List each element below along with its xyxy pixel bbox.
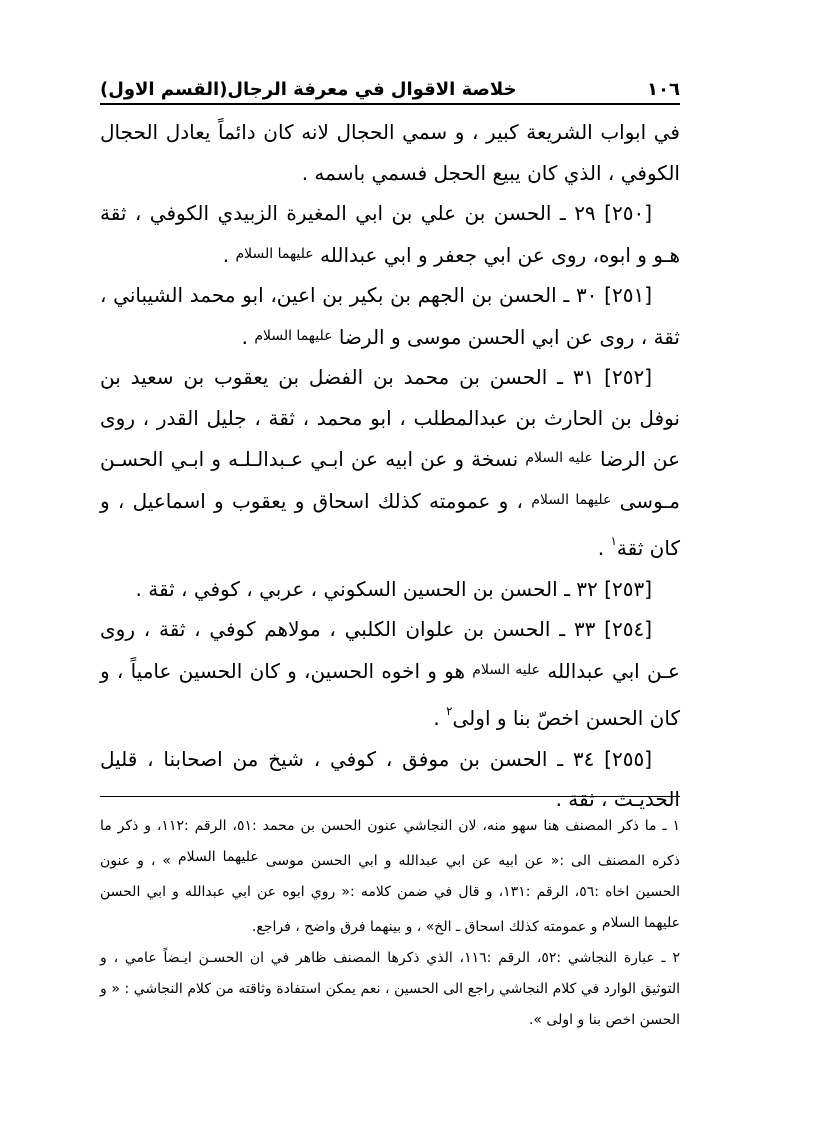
entry-text: نسخة و عن ابيه عن ابـي عـبدالـلـه و ابـي الحسـن مـوسى <box>100 447 680 513</box>
entry-250 <box>100 193 680 275</box>
honorific-glyph: عليهما السلام <box>235 245 314 262</box>
entry-253 <box>100 569 680 610</box>
footnote-text: و عمومته كذلك اسحاق ـ الخ» ، و بينهما فرق واضح ، فراجع. <box>251 919 598 935</box>
entry-text: [٢٥٢] ٣١ ـ الحسن بن محمد بن الفضل بن يعقوب بن سعيد بن نوفل بن الحارث بن عبدالمطلب ، ابو محمد ، ثقة ، جليل القدر ، روى عن الرضا <box>100 365 680 471</box>
header-rule <box>100 103 680 105</box>
entry-252 <box>100 357 680 569</box>
entry-text: [٢٥٤] ٣٣ ـ الحسن بن علوان الكلبي ، مولاهم كوفي ، ثقة ، روى عـن ابي عبدالله <box>100 617 680 683</box>
entry-text: [٢٥٠] ٢٩ ـ الحسن بن علي بن ابي المغيرة الزبيدي الكوفي ، ثقة هـو و ابوه، روى عن ابي جعفر و ابي عبدالله <box>100 201 680 267</box>
entry-text: هو و اخوه الحسين، و كان الحسين عامياً ، و كان الحسن اخصّ بنا و اولى <box>100 658 680 730</box>
entry-end: . <box>597 536 605 560</box>
footnote-text: ٢ ـ عبارة النجاشي :٥٢، الرقم :١١٦، الذي ذكرها المصنف ظاهر في ان الحسـن ايـضاً عامي ، و التوثيق الوارد في كلام النجاشي راجع الى الحسين ، نعم يمكن استفادة وثاقته من كلام النجاشي : « و الحسن اخص بنا و اولى ». <box>100 950 680 1028</box>
honorific-glyph: عليه السلام <box>472 661 541 678</box>
footnote-marker: ٢ <box>446 704 453 718</box>
paragraph-text: في ابواب الشريعة كبير ، و سمي الحجال لانه كان دائماً يعادل الحجال الكوفي ، الذي كان يبيع الحجل فسمي باسمه . <box>100 120 680 185</box>
honorific-glyph: عليهما السلام <box>178 849 259 865</box>
honorific-glyph: عليهما السلام <box>601 915 680 931</box>
running-header <box>100 62 680 100</box>
entry-255 <box>100 739 680 820</box>
entry-text: [٢٥٣] ٣٢ ـ الحسن بن الحسين السكوني ، عربي ، كوفي ، ثقة . <box>135 576 652 601</box>
running-title: خلاصة الاقوال في معرفة الرجال(القسم الاول) <box>100 79 517 100</box>
entry-end: . <box>433 706 440 730</box>
footnote-2 <box>100 943 680 1036</box>
entry-251 <box>100 275 680 357</box>
footnote-1 <box>100 811 680 943</box>
footnote-text: ١ ـ ما ذكر المصنف هنا سهو منه، لان النجاشي عنون الحسن بن محمد :٥١، الرقم :١١٢، و ذكر ما ذكره المصنف الى :« عن ابيه عن ابي عبدالله و ابي الحسن موسى <box>100 818 680 869</box>
entry-text: [٢٥١] ٣٠ ـ الحسن بن الجهم بن بكير بن اعين، ابو محمد الشيباني ، ثقة ، روى عن ابي الحسن موسى و الرضا <box>100 283 680 349</box>
entry-end: . <box>222 242 230 267</box>
page-number: ١٠٦ <box>647 79 680 100</box>
honorific-glyph: عليه السلام <box>525 450 593 466</box>
paragraph-continuation <box>100 112 680 193</box>
entry-text: ، و عمومته كذلك اسحاق و يعقوب و اسماعيل ، و كان ثقة <box>100 488 680 560</box>
entry-254 <box>100 609 680 739</box>
footnote-marker: ١ <box>610 534 617 548</box>
entry-end: . <box>241 324 248 349</box>
honorific-glyph: عليهما السلام <box>531 491 612 508</box>
entry-text: [٢٥٥] ٣٤ ـ الحسن بن موفق ، كوفي ، شيخ من اصحابنا ، قليل الحديـث ، ثقة . <box>100 746 680 811</box>
footnotes <box>100 811 680 1036</box>
honorific-glyph: عليهما السلام <box>254 327 333 344</box>
footnote-text: » ، و عنون الحسين اخاه :٥٦، الرقم :١٣١، و قال في ضمن كلامه :« روي ابوه عن ابي عبدالله و ابي الحسن <box>100 853 680 900</box>
main-text <box>100 112 680 820</box>
footnote-rule <box>100 796 680 797</box>
